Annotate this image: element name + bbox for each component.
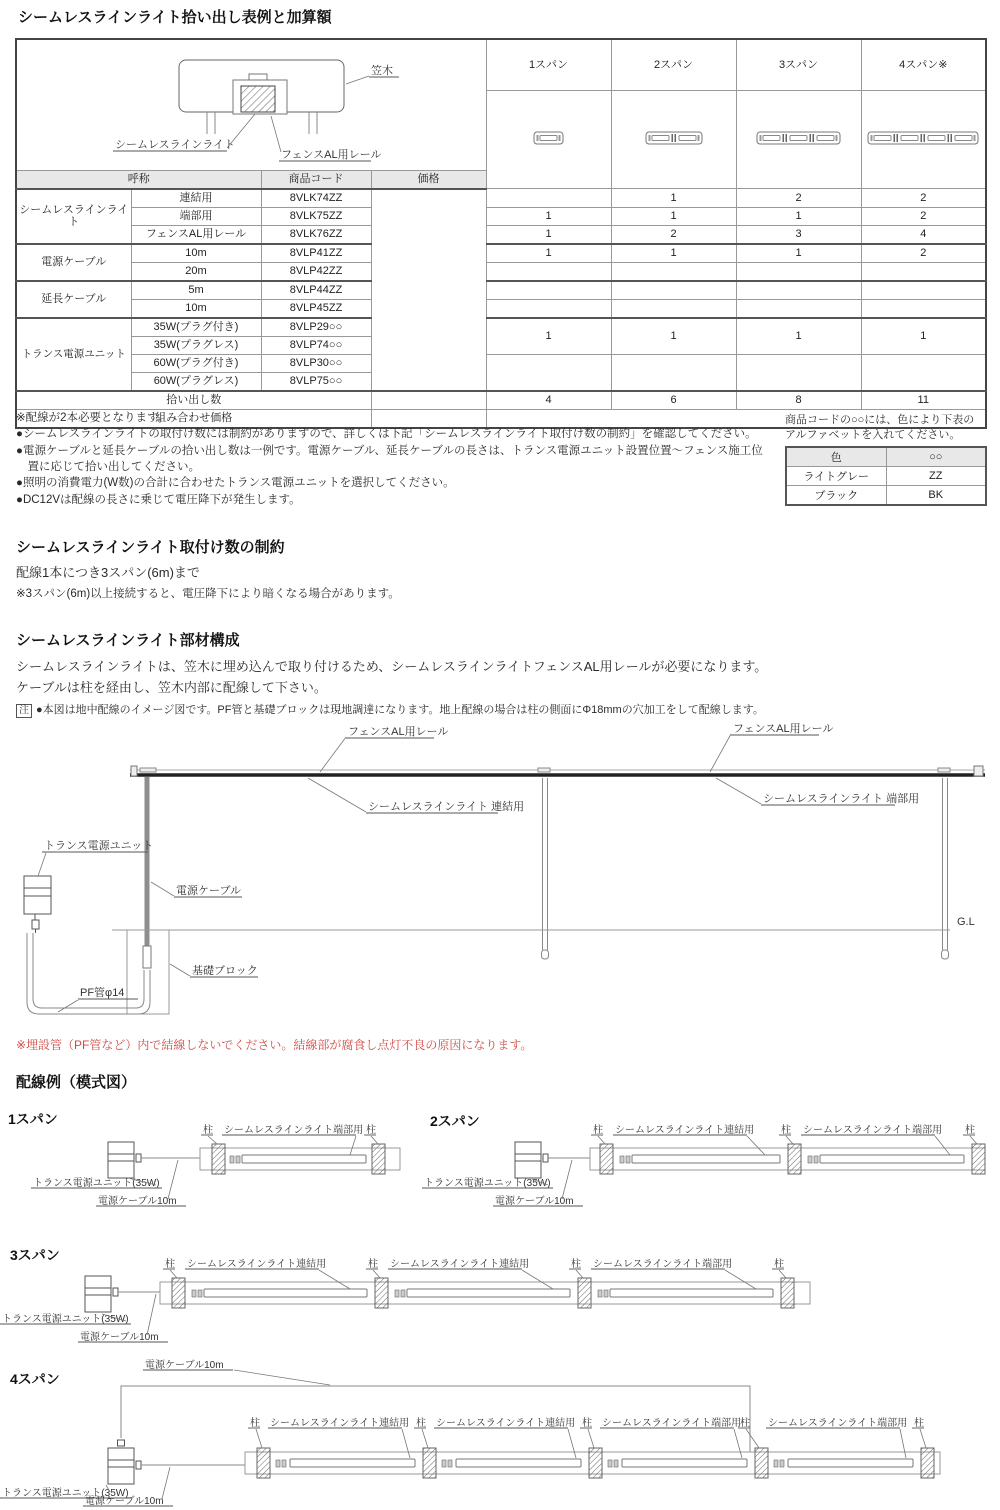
svg-text:シームレスラインライト連結用: シームレスラインライト連結用 bbox=[187, 1259, 327, 1270]
qty-cell bbox=[861, 299, 986, 318]
qty-cell bbox=[736, 299, 861, 318]
svg-text:シームレスラインライト: シームレスラインライト bbox=[115, 139, 236, 151]
svg-text:柱: 柱 bbox=[914, 1418, 924, 1429]
svg-text:フェンスAL用レール: フェンスAL用レール bbox=[281, 149, 382, 161]
span3-light-icon bbox=[754, 130, 843, 146]
pillar-label bbox=[163, 1257, 177, 1278]
kasagi-label bbox=[346, 63, 399, 84]
qty-cell bbox=[486, 262, 611, 281]
svg-text:トランス電源ユニット(35W): トランス電源ユニット(35W) bbox=[2, 1488, 129, 1499]
svg-text:柱: 柱 bbox=[250, 1418, 260, 1429]
code-cell: 8VLP44ZZ bbox=[261, 281, 371, 300]
color-code-header: ○○ bbox=[886, 447, 986, 467]
pickup-value: 11 bbox=[861, 391, 986, 410]
svg-text:柱: 柱 bbox=[593, 1125, 603, 1136]
transformer-unit bbox=[108, 1440, 141, 1484]
item-cell: 60W(プラグ付き) bbox=[131, 354, 261, 372]
fence-bar bbox=[245, 1448, 940, 1478]
pillar-label bbox=[772, 1257, 786, 1278]
svg-text:柱: 柱 bbox=[165, 1259, 175, 1270]
span3-light-icon-cell bbox=[736, 91, 861, 189]
qty-cell: 3 bbox=[736, 225, 861, 244]
col-header-code: 商品コード bbox=[261, 170, 371, 189]
svg-text:柱: 柱 bbox=[416, 1418, 426, 1429]
pickup-value: 8 bbox=[736, 391, 861, 410]
note-line: ●DC12Vは配線の長さに乗じて電圧降下が発生します。 bbox=[16, 493, 301, 506]
note-line: ●照明の消費電力(W数)の合計に合わせたトランス電源ユニットを選択してください。 bbox=[16, 477, 455, 490]
span2-light-icon bbox=[643, 130, 705, 146]
span4-light-icon bbox=[865, 130, 981, 146]
svg-text:トランス電源ユニット(35W): トランス電源ユニット(35W) bbox=[2, 1314, 129, 1325]
item-cell: 10m bbox=[131, 244, 261, 263]
wiring-diagram-3span bbox=[0, 1232, 830, 1354]
qty-cell bbox=[611, 262, 736, 281]
svg-text:電源ケーブル: 電源ケーブル bbox=[176, 885, 242, 897]
code-cell: 8VLP41ZZ bbox=[261, 244, 371, 263]
color-note-line2: アルファベットを入れてください。 bbox=[785, 428, 961, 441]
group-transformer-unit: トランス電源ユニット bbox=[16, 318, 131, 391]
pillar-label bbox=[201, 1123, 217, 1144]
transformer-label bbox=[0, 1313, 131, 1325]
qty-cell bbox=[736, 262, 861, 281]
svg-text:PF管φ14: PF管φ14 bbox=[80, 987, 125, 999]
transformer-unit bbox=[85, 1276, 118, 1312]
color-code-table bbox=[785, 446, 987, 506]
pillar-label bbox=[591, 1123, 605, 1144]
col-header-price: 価格 bbox=[371, 170, 486, 189]
svg-text:柱: 柱 bbox=[781, 1125, 791, 1136]
qty-cell bbox=[861, 354, 986, 391]
item-cell: 35W(プラグレス) bbox=[131, 336, 261, 354]
burial-pipe-warning: ※埋設管（PF管など）内で結線しないでください。結線部が腐食し点灯不良の原因になります。 bbox=[16, 1038, 533, 1052]
qty-cell bbox=[486, 281, 611, 300]
item-cell: 連結用 bbox=[131, 189, 261, 208]
transformer-label bbox=[422, 1177, 553, 1189]
composition-line1: シームレスラインライトは、笠木に埋め込んで取り付けるため、シームレスラインライトフェンスAL用レールが必要になります。 bbox=[16, 659, 768, 674]
svg-text:柱: 柱 bbox=[740, 1418, 750, 1429]
code-cell: 8VLP75○○ bbox=[261, 372, 371, 391]
span1-light-icon bbox=[531, 130, 566, 146]
trans-qty-cell: 1 bbox=[486, 318, 611, 355]
rail-label-left bbox=[320, 725, 448, 772]
item-cell: 35W(プラグ付き) bbox=[131, 318, 261, 337]
span-header-4: 4スパン※ bbox=[861, 39, 986, 91]
qty-cell: 1 bbox=[486, 225, 611, 244]
qty-cell bbox=[736, 354, 861, 391]
light-end-label bbox=[716, 778, 919, 805]
svg-text:フェンスAL用レール: フェンスAL用レール bbox=[733, 723, 834, 735]
svg-text:シームレスラインライト連結用: シームレスラインライト連結用 bbox=[390, 1259, 530, 1270]
foundation-label bbox=[170, 963, 258, 977]
span4-light-icon-cell bbox=[861, 91, 986, 189]
svg-text:シームレスラインライト端部用: シームレスラインライト端部用 bbox=[768, 1418, 908, 1429]
diagram-title: 3スパン bbox=[10, 1247, 60, 1263]
code-cell: 8VLP30○○ bbox=[261, 354, 371, 372]
svg-text:柱: 柱 bbox=[965, 1125, 975, 1136]
group-extension-cable: 延長ケーブル bbox=[16, 281, 131, 318]
code-cell: 8VLP42ZZ bbox=[261, 262, 371, 281]
code-cell: 8VLP74○○ bbox=[261, 336, 371, 354]
svg-text:フェンスAL用レール: フェンスAL用レール bbox=[348, 726, 449, 738]
ground-line bbox=[112, 916, 975, 930]
trans-qty-cell: 1 bbox=[736, 318, 861, 355]
pillar-label bbox=[738, 1416, 759, 1448]
col-header-name: 呼称 bbox=[16, 170, 261, 189]
pillar-label bbox=[580, 1416, 594, 1448]
kasagi-profile bbox=[179, 60, 344, 134]
wiring-diagram-4span bbox=[0, 1352, 1000, 1510]
item-cell: 10m bbox=[131, 299, 261, 318]
transformer-label bbox=[38, 839, 153, 876]
item-cell: フェンスAL用レール bbox=[131, 225, 261, 244]
qty-cell: 2 bbox=[861, 244, 986, 263]
diagram-title: 1スパン bbox=[8, 1111, 58, 1127]
span2-light-icon-cell bbox=[611, 91, 736, 189]
diagram-title: 4スパン bbox=[10, 1371, 60, 1387]
svg-text:笠木: 笠木 bbox=[371, 65, 393, 77]
qty-cell: 1 bbox=[486, 207, 611, 225]
item-cell: 5m bbox=[131, 281, 261, 300]
color-name: ブラック bbox=[786, 486, 886, 506]
group-seamless-line-light: シームレスラインライト bbox=[16, 189, 131, 244]
wiring-diagram-1span bbox=[0, 1100, 430, 1218]
qty-cell: 1 bbox=[736, 244, 861, 263]
qty-cell bbox=[611, 281, 736, 300]
code-cell: 8VLK75ZZ bbox=[261, 207, 371, 225]
composition-line2: ケーブルは柱を経由し、笠木内部に配線して下さい。 bbox=[16, 680, 327, 695]
qty-cell bbox=[736, 281, 861, 300]
svg-text:電源ケーブル10m: 電源ケーブル10m bbox=[85, 1496, 164, 1507]
power-cable-drop bbox=[143, 777, 151, 968]
composition-heading: シームレスラインライト部材構成 bbox=[16, 632, 240, 649]
svg-text:シームレスラインライト 連結用: シームレスラインライト 連結用 bbox=[368, 801, 525, 813]
qty-cell bbox=[486, 299, 611, 318]
svg-text:柱: 柱 bbox=[203, 1125, 213, 1136]
svg-text:柱: 柱 bbox=[582, 1418, 592, 1429]
svg-text:柱: 柱 bbox=[774, 1259, 784, 1270]
svg-text:シームレスラインライト端部用: シームレスラインライト端部用 bbox=[593, 1259, 733, 1270]
pickup-value: 4 bbox=[486, 391, 611, 410]
span-header-3: 3スパン bbox=[736, 39, 861, 91]
cross-section-cell bbox=[16, 39, 486, 170]
top-cable-label bbox=[143, 1359, 330, 1385]
svg-text:シームレスラインライト連結用: シームレスラインライト連結用 bbox=[270, 1418, 410, 1429]
diagram-title: 2スパン bbox=[430, 1113, 480, 1129]
constraint-heading: シームレスラインライト取付け数の制約 bbox=[16, 539, 285, 556]
price-cell bbox=[371, 391, 486, 410]
pillar-label bbox=[414, 1416, 428, 1448]
qty-cell: 2 bbox=[736, 189, 861, 208]
svg-text:基礎ブロック: 基礎ブロック bbox=[192, 965, 258, 977]
qty-cell: 1 bbox=[611, 189, 736, 208]
qty-cell bbox=[486, 189, 611, 208]
code-cell: 8VLK74ZZ bbox=[261, 189, 371, 208]
rail-label-right bbox=[710, 722, 833, 772]
color-code-note bbox=[785, 413, 974, 443]
group-power-cable: 電源ケーブル bbox=[16, 244, 131, 281]
color-code: BK bbox=[886, 486, 986, 506]
power-cable-label bbox=[151, 882, 242, 897]
constraint-note: ※3スパン(6m)以上接続すると、電圧降下により暗くなる場合があります。 bbox=[16, 588, 400, 600]
note-line: ●電源ケーブルと延長ケーブルの拾い出し数は一例です。電源ケーブル、延長ケーブルの長さは、トランス電源ユニット設置位置～フェンス施工位置に応じて拾い出してください。 bbox=[16, 444, 763, 473]
qty-cell bbox=[861, 262, 986, 281]
pillar-label bbox=[912, 1416, 926, 1448]
qty-cell: 2 bbox=[611, 225, 736, 244]
pillar-label bbox=[248, 1416, 262, 1448]
item-cell: 60W(プラグレス) bbox=[131, 372, 261, 391]
transformer-label bbox=[31, 1177, 162, 1189]
svg-text:シームレスラインライト端部用: シームレスラインライト端部用 bbox=[224, 1125, 364, 1136]
transformer-unit bbox=[515, 1142, 548, 1178]
note-mark: 注 bbox=[16, 704, 32, 718]
svg-text:トランス電源ユニット: トランス電源ユニット bbox=[44, 840, 154, 852]
table-notes bbox=[16, 410, 774, 508]
svg-text:シームレスラインライト連結用: シームレスラインライト連結用 bbox=[615, 1125, 755, 1136]
transformer-unit bbox=[108, 1142, 141, 1178]
fence-al-rail-label bbox=[271, 116, 381, 161]
svg-text:シームレスラインライト端部用: シームレスラインライト端部用 bbox=[803, 1125, 943, 1136]
color-note-line1: 商品コードの○○には、色により下表の bbox=[785, 414, 975, 426]
code-cell: 8VLK76ZZ bbox=[261, 225, 371, 244]
seamless-line-light-label bbox=[113, 114, 255, 151]
composition-note bbox=[16, 701, 764, 718]
fence-bar bbox=[160, 1278, 810, 1308]
qty-cell: 2 bbox=[861, 189, 986, 208]
qty-cell bbox=[861, 281, 986, 300]
pickup-count-label: 拾い出し数 bbox=[16, 391, 371, 410]
qty-cell: 1 bbox=[486, 244, 611, 263]
note-line: ※配線が2本必要となります。 bbox=[16, 412, 170, 424]
fence-bar bbox=[590, 1144, 985, 1174]
composition-note-text: ●本図は地中配線のイメージ図です。PF管と基礎ブロックは現地調達になります。地上配線の場合は柱の側面にΦ18mmの穴加工をして配線します。 bbox=[36, 704, 764, 716]
span-header-2: 2スパン bbox=[611, 39, 736, 91]
color-col-header: 色 bbox=[786, 447, 886, 467]
svg-text:電源ケーブル10m: 電源ケーブル10m bbox=[145, 1360, 224, 1371]
svg-text:シームレスラインライト 端部用: シームレスラインライト 端部用 bbox=[763, 793, 920, 805]
pf-pipe bbox=[27, 933, 150, 1014]
page-title: シームレスラインライト拾い出し表例と加算額 bbox=[18, 9, 332, 26]
transformer-unit bbox=[24, 876, 51, 933]
svg-text:電源ケーブル10m: 電源ケーブル10m bbox=[98, 1196, 177, 1207]
pillar-label bbox=[569, 1257, 583, 1278]
qty-cell bbox=[611, 354, 736, 391]
fence-bar bbox=[200, 1144, 400, 1174]
svg-text:電源ケーブル10m: 電源ケーブル10m bbox=[495, 1196, 574, 1207]
svg-text:柱: 柱 bbox=[366, 1125, 376, 1136]
combo-price-label: 組み合わせ価格 bbox=[16, 409, 371, 428]
svg-text:柱: 柱 bbox=[571, 1259, 581, 1270]
trans-qty-cell: 1 bbox=[611, 318, 736, 355]
note-line: ●シームレスラインライトの取付け数には制約がありますので、詳しくは下記「シームレスラインライト取付け数の制約」を確認してください。 bbox=[16, 428, 757, 441]
qty-cell bbox=[611, 299, 736, 318]
qty-cell: 1 bbox=[736, 207, 861, 225]
code-cell: 8VLP45ZZ bbox=[261, 299, 371, 318]
color-code: ZZ bbox=[886, 467, 986, 486]
capwood-cross-section-diagram bbox=[19, 40, 485, 166]
wiring-heading: 配線例（模式図） bbox=[16, 1074, 137, 1091]
svg-text:電源ケーブル10m: 電源ケーブル10m bbox=[80, 1332, 159, 1343]
qty-cell: 1 bbox=[611, 207, 736, 225]
svg-text:柱: 柱 bbox=[368, 1259, 378, 1270]
trans-qty-cell: 1 bbox=[861, 318, 986, 355]
price-column-empty bbox=[371, 189, 486, 391]
pillar-label bbox=[963, 1123, 977, 1144]
light-joint-label bbox=[308, 778, 524, 813]
pillar-label bbox=[366, 1257, 380, 1278]
wiring-diagram-2span bbox=[420, 1100, 1000, 1218]
parts-table bbox=[15, 38, 987, 429]
pillar-label bbox=[779, 1123, 793, 1144]
constraint-line1: 配線1本につき3スパン(6m)まで bbox=[16, 565, 200, 580]
svg-text:トランス電源ユニット(35W): トランス電源ユニット(35W) bbox=[33, 1178, 160, 1189]
svg-text:トランス電源ユニット(35W): トランス電源ユニット(35W) bbox=[424, 1178, 551, 1189]
svg-text:シームレスラインライト連結用: シームレスラインライト連結用 bbox=[436, 1418, 576, 1429]
installation-diagram bbox=[0, 718, 1000, 1032]
item-cell: 20m bbox=[131, 262, 261, 281]
qty-cell: 4 bbox=[861, 225, 986, 244]
span1-light-icon-cell bbox=[486, 91, 611, 189]
code-cell: 8VLP29○○ bbox=[261, 318, 371, 337]
pillar-label bbox=[364, 1123, 378, 1144]
fence-rail bbox=[130, 766, 985, 776]
svg-text:シームレスラインライト端部用: シームレスラインライト端部用 bbox=[602, 1418, 742, 1429]
pickup-value: 6 bbox=[611, 391, 736, 410]
span-header-1: 1スパン bbox=[486, 39, 611, 91]
gl-label: G.L bbox=[957, 916, 975, 928]
color-name: ライトグレー bbox=[786, 467, 886, 486]
qty-cell bbox=[486, 354, 611, 391]
qty-cell: 1 bbox=[611, 244, 736, 263]
item-cell: 端部用 bbox=[131, 207, 261, 225]
qty-cell: 2 bbox=[861, 207, 986, 225]
